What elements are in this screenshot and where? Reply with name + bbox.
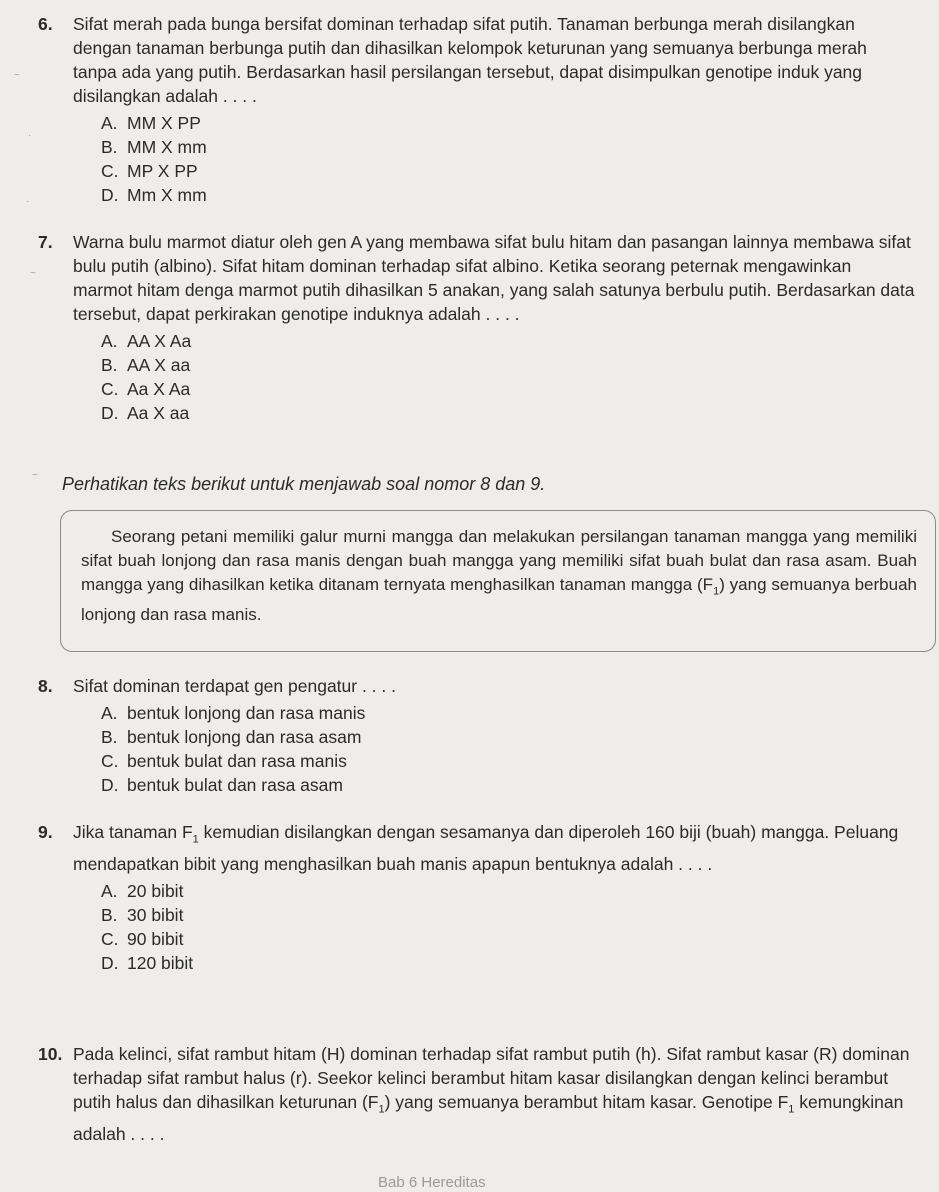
question-stem: Sifat merah pada bunga bersifat dominan terhadap sifat putih. Tanaman berbunga merah disilangkan dengan tanaman berbunga putih dan dihasilkan kelompok keturunan yang semuanya berbunga merah tanpa ada yang putih. Berdasarkan hasil persilangan tersebut, dapat disimpulkan genotipe induk yang disilangkan adalah . . . .: [73, 14, 867, 106]
scribble-mark: ~: [32, 470, 38, 481]
option-d[interactable]: D. Mm X mm: [101, 185, 207, 205]
question-stem: Sifat dominan terdapat gen pengatur . . . .: [73, 676, 396, 696]
option-c[interactable]: C. MP X PP: [101, 161, 198, 181]
scribble-mark: ~: [14, 70, 20, 81]
option-c[interactable]: C. 90 bibit: [101, 928, 184, 949]
option-list: [101, 111, 915, 207]
reading-passage: [60, 510, 936, 652]
margin-scribbles: [0, 0, 63, 1192]
option-b[interactable]: B. 30 bibit: [101, 904, 184, 925]
option-c[interactable]: C. Aa X Aa: [101, 379, 191, 399]
question-8: [38, 674, 915, 797]
scribble-mark: ~: [30, 268, 36, 279]
question-10: [38, 1042, 915, 1146]
option-d[interactable]: D. 120 bibit: [101, 952, 194, 973]
option-b[interactable]: B. bentuk lonjong dan rasa asam: [101, 727, 362, 747]
question-6: [38, 12, 915, 207]
question-stem: Jika tanaman $F_1$ kemudian disilangkan dengan sesamanya dan diperoleh 160 biji (buah) mangga. Peluang mendapatkan bibit yang menghasilkan buah manis apapun bentuknya adalah . . . .: [73, 822, 899, 874]
question-stem: Pada kelinci, sifat rambut hitam (H) dominan terhadap sifat rambut putih (h). Sifat rambut kasar (R) dominan terhadap sifat rambut halus (r). Seekor kelinci berambut hitam kasar disilangkan dengan kelinci berambut putih halus dan dihasilkan keturunan $(F_1)$ yang semuanya berambut hitam kasar. Genotipe $F_1$ kemungkinan adalah . . . .: [73, 1044, 910, 1144]
question-7: [38, 230, 915, 425]
scribble-mark: ·: [28, 130, 32, 141]
question-number: 7.: [38, 232, 53, 252]
scribble-mark: ·: [26, 196, 30, 207]
question-number: 8.: [38, 676, 53, 696]
question-number: 6.: [38, 14, 53, 34]
instruction-text: Perhatikan teks berikut untuk menjawab soal nomor 8 dan 9.: [62, 474, 546, 494]
option-list: [101, 701, 915, 797]
question-stem: Warna bulu marmot diatur oleh gen A yang membawa sifat bulu hitam dan pasangan lainnya membawa sifat bulu putih (albino). Sifat hitam dominan terhadap sifat albino. Ketika seorang peternak mengawinkan marmot hitam denga marmot putih dihasilkan 5 anakan, yang salah satunya berbulu putih. Berdasarkan data tersebut, dapat perkirakan genotipe induknya adalah . . . .: [73, 232, 915, 324]
option-list: [101, 879, 915, 975]
option-a[interactable]: A. 20 bibit: [101, 880, 184, 901]
option-d[interactable]: D. Aa X aa: [101, 403, 190, 423]
question-number: 10.: [38, 1044, 63, 1064]
option-b[interactable]: B. MM X mm: [101, 137, 207, 157]
question-9: [38, 820, 915, 975]
option-a[interactable]: A. MM X PP: [101, 113, 201, 133]
option-d[interactable]: D. bentuk bulat dan rasa asam: [101, 775, 343, 795]
option-a[interactable]: A. bentuk lonjong dan rasa manis: [101, 703, 366, 723]
page-footer: Bab 6 Hereditas: [378, 1174, 486, 1191]
option-list: [101, 329, 915, 425]
option-a[interactable]: A. AA X Aa: [101, 331, 192, 351]
option-c[interactable]: C. bentuk bulat dan rasa manis: [101, 751, 347, 771]
option-b[interactable]: B. AA X aa: [101, 355, 191, 375]
passage-text: Seorang petani memiliki galur murni mangga dan melakukan persilangan tanaman mangga yang memiliki sifat buah lonjong dan rasa manis dengan buah mangga yang memiliki sifat buah bulat dan rasa asam. Buah mangga yang dihasilkan ketika ditanam ternyata menghasilkan tanaman mangga $(F_1)$ yang semuanya berbuah lonjong dan rasa manis.: [81, 527, 917, 625]
question-number: 9.: [38, 822, 53, 842]
